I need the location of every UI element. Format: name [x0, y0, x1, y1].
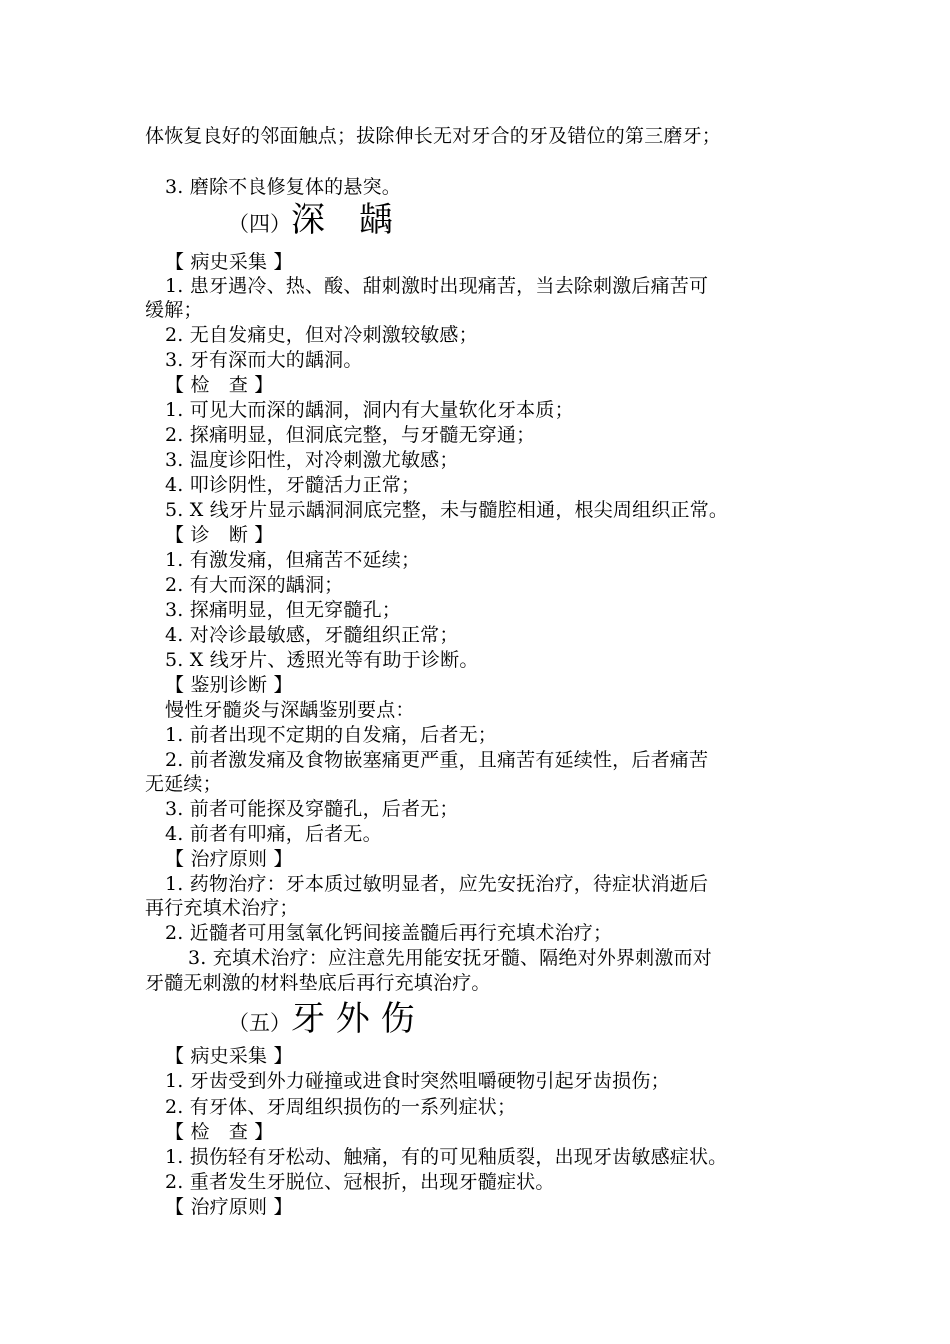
- text-line: 无延续；: [145, 773, 222, 795]
- text-line: 体恢复良好的邻面触点；拔除伸长无对牙合的牙及错位的第三磨牙；: [145, 125, 722, 147]
- text-line: 3. 前者可能探及穿髓孔，后者无；: [165, 798, 459, 820]
- subsection-label: 【 检 查 】: [165, 1121, 274, 1143]
- text-line: 再行充填术治疗；: [145, 897, 299, 919]
- text-line: 3. 温度诊阳性，对冷刺激尤敏感；: [165, 449, 459, 471]
- text-line: 1. 前者出现不定期的自发痛，后者无；: [165, 724, 497, 746]
- text-line: 3. 探痛明显，但无穿髓孔；: [165, 599, 401, 621]
- text-line: 3. 充填术治疗：应注意先用能安抚牙髓、隔绝对外界刺激而对: [188, 947, 712, 969]
- text-line: 1. 有激发痛，但痛苦不延续；: [165, 549, 421, 571]
- subsection-label: 【 病史采集 】: [165, 251, 293, 273]
- text-line: 2. 探痛明显，但洞底完整，与牙髓无穿通；: [165, 424, 536, 446]
- section-title: 深 龋: [291, 200, 393, 240]
- subsection-label: 【 鉴别诊断 】: [165, 674, 293, 696]
- text-line: 1. 牙齿受到外力碰撞或进食时突然咀嚼硬物引起牙齿损伤；: [165, 1070, 670, 1092]
- text-line: 1. 损伤轻有牙松动、触痛，有的可见釉质裂，出现牙齿敏感症状。: [165, 1146, 728, 1168]
- subsection-label: 【 诊 断 】: [165, 524, 274, 546]
- text-line: 5. X 线牙片显示龋洞洞底完整，未与髓腔相通，根尖周组织正常。: [165, 499, 729, 521]
- subsection-label: 【 病史采集 】: [165, 1045, 293, 1067]
- section-number: （四）: [228, 212, 291, 236]
- subsection-label: 【 治疗原则 】: [165, 1196, 293, 1218]
- text-line: 4. 对冷诊最敏感，牙髓组织正常；: [165, 624, 459, 646]
- text-line: 慢性牙髓炎与深龋鉴别要点：: [165, 699, 415, 721]
- text-line: 2. 无自发痛史，但对冷刺激较敏感；: [165, 324, 478, 346]
- section-title: 牙 外 伤: [291, 999, 415, 1039]
- text-line: 1. 药物治疗：牙本质过敏明显者，应先安抚治疗，待症状消逝后: [165, 873, 709, 895]
- text-line: 2. 前者激发痛及食物嵌塞痛更严重，且痛苦有延续性，后者痛苦: [165, 749, 709, 771]
- text-line: 1. 患牙遇冷、热、酸、甜刺激时出现痛苦，当去除刺激后痛苦可: [165, 275, 709, 297]
- text-line: 牙髓无刺激的材料垫底后再行充填治疗。: [145, 972, 491, 994]
- text-line: 2. 重者发生牙脱位、冠根折，出现牙髓症状。: [165, 1171, 555, 1193]
- text-line: 5. X 线牙片、透照光等有助于诊断。: [165, 649, 479, 671]
- subsection-label: 【 治疗原则 】: [165, 848, 293, 870]
- section-number: （五）: [228, 1011, 291, 1035]
- text-line: 4. 叩诊阴性，牙髓活力正常；: [165, 474, 421, 496]
- text-line: 3. 磨除不良修复体的悬突。: [165, 176, 401, 198]
- text-line: 2. 有大而深的龋洞；: [165, 574, 344, 596]
- text-line: 3. 牙有深而大的龋洞。: [165, 349, 363, 371]
- section-heading: [228, 999, 415, 1045]
- subsection-label: 【 检 查 】: [165, 374, 274, 396]
- text-line: 2. 近髓者可用氢氧化钙间接盖髓后再行充填术治疗；: [165, 922, 613, 944]
- section-heading: [228, 200, 393, 246]
- text-line: 2. 有牙体、牙周组织损伤的一系列症状；: [165, 1096, 517, 1118]
- text-line: 缓解；: [145, 299, 203, 321]
- text-line: 4. 前者有叩痛，后者无。: [165, 823, 382, 845]
- text-line: 1. 可见大而深的龋洞，洞内有大量软化牙本质；: [165, 399, 574, 421]
